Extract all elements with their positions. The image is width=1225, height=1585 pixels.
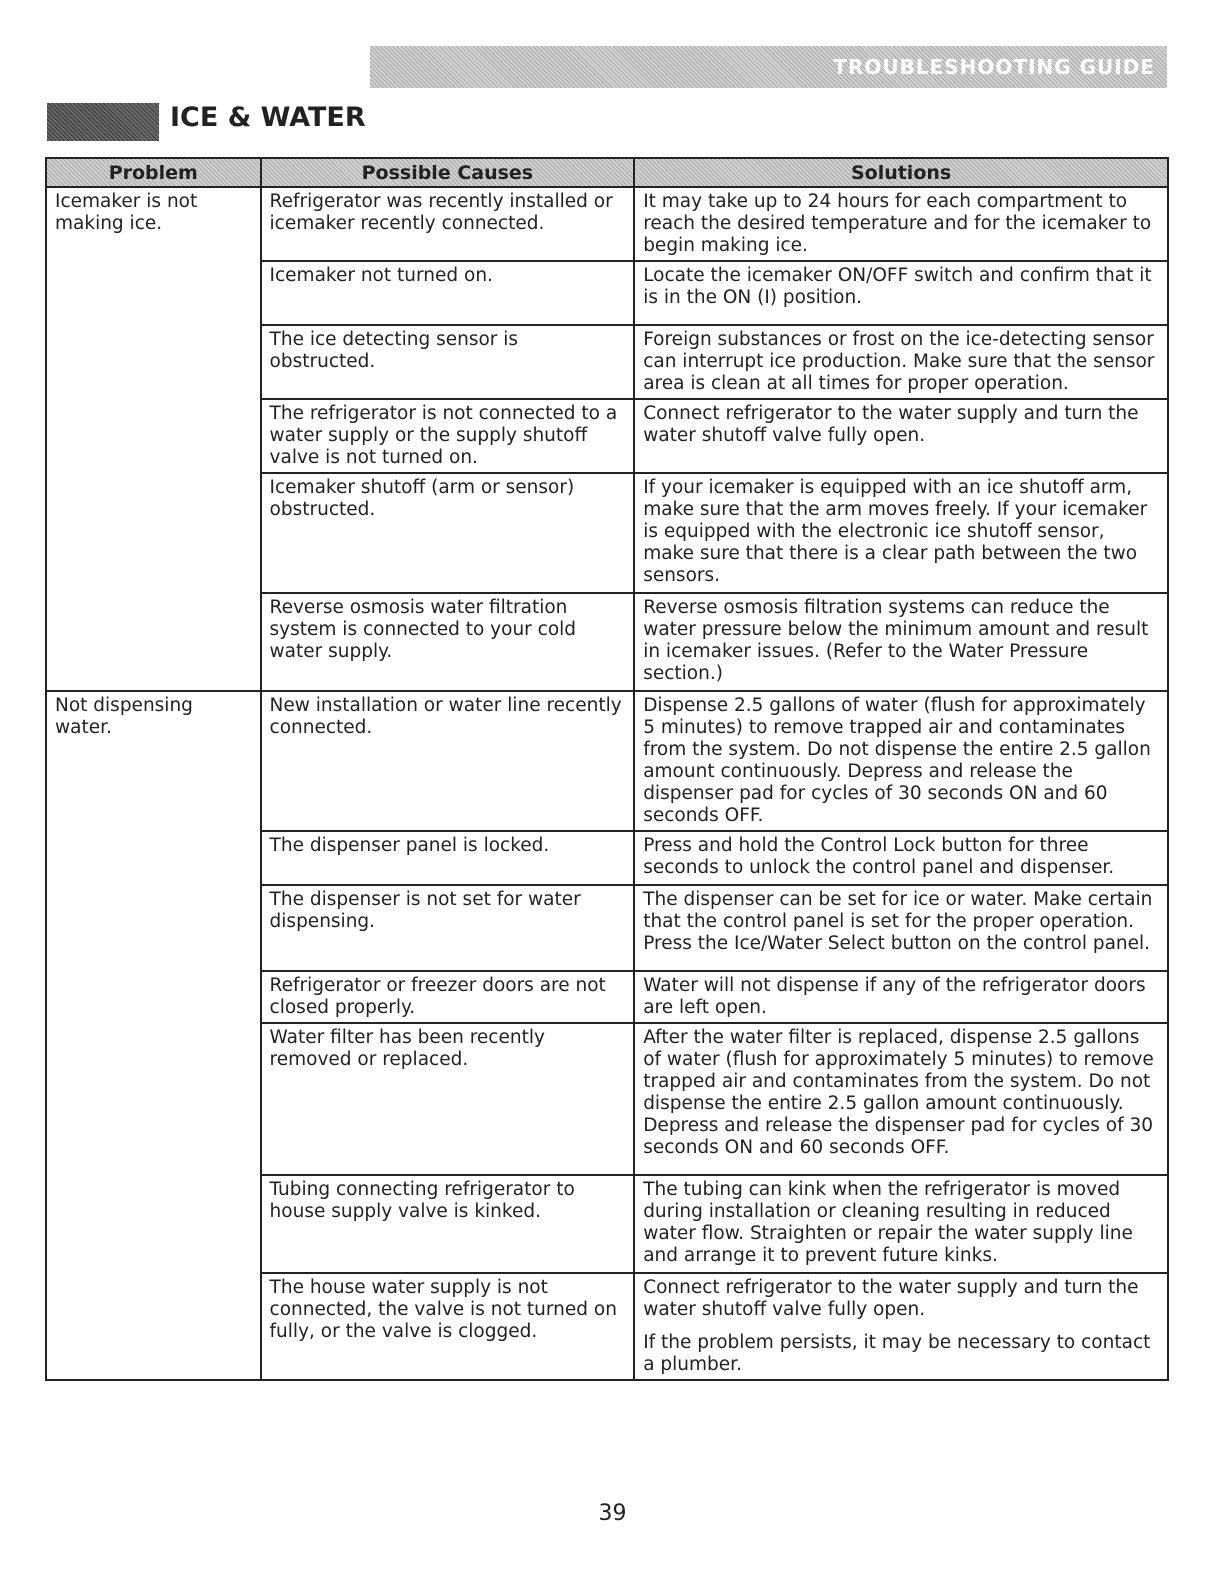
section-title: ICE & WATER: [170, 102, 366, 133]
cause-cell: The ice detecting sensor is obstructed.: [261, 325, 635, 399]
cause-cell: Icemaker shutoff (arm or sensor) obstructed.: [261, 473, 635, 593]
solution-cell: [634, 473, 1168, 593]
table-body: [46, 187, 1168, 1380]
column-header-problem: Problem: [46, 158, 261, 187]
cause-cell: The dispenser is not set for water dispensing.: [261, 885, 635, 971]
solution-text: Reverse osmosis filtration systems can reduce the water pressure below the minimum amount and result in icemaker issues. (Refer to the Water Pressure section.): [643, 597, 1149, 684]
solution-cell: [634, 1023, 1168, 1175]
solution-cell: [634, 593, 1168, 691]
column-header-causes: Possible Causes: [261, 158, 635, 187]
solution-text: The tubing can kink when the refrigerator is moved during installation or cleaning resulting in reduced water flow. Straighten or repair the water supply line and arrange it to prevent future kinks.: [643, 1179, 1133, 1266]
solution-text: Connect refrigerator to the water supply and turn the water shutoff valve fully open.: [643, 403, 1139, 446]
solution-text: Connect refrigerator to the water supply and turn the water shutoff valve fully open.: [643, 1277, 1139, 1320]
solution-cell: [634, 1273, 1168, 1380]
cause-cell: Refrigerator or freezer doors are not closed properly.: [261, 971, 635, 1023]
cause-cell: Tubing connecting refrigerator to house supply valve is kinked.: [261, 1175, 635, 1273]
problem-cell: Icemaker is not making ice.: [46, 187, 261, 691]
solution-text: Locate the icemaker ON/OFF switch and confirm that it is in the ON (I) position.: [643, 265, 1152, 308]
solution-cell: [634, 261, 1168, 325]
solution-cell: [634, 971, 1168, 1023]
solution-text: Foreign substances or frost on the ice-detecting sensor can interrupt ice production. Make sure that the sensor area is clean at all times for proper operation.: [643, 329, 1155, 394]
solution-cell: [634, 691, 1168, 831]
solution-cell: [634, 399, 1168, 473]
problem-cell: Not dispensing water.: [46, 691, 261, 1380]
solution-text: Dispense 2.5 gallons of water (flush for approximately 5 minutes) to remove trapped air and contaminates from the system. Do not dispense the entire 2.5 gallon amount continuously. Depress and release the dispenser pad for cycles of 30 seconds ON and 60 seconds OFF.: [643, 695, 1151, 826]
solution-text: If your icemaker is equipped with an ice shutoff arm, make sure that the arm moves freely. If your icemaker is equipped with the electronic ice shutoff sensor, make sure that there is a clear path between the two sensors.: [643, 477, 1148, 586]
solution-cell: [634, 885, 1168, 971]
column-header-solutions: Solutions: [634, 158, 1168, 187]
cause-cell: The refrigerator is not connected to a water supply or the supply shutoff valve is not turned on.: [261, 399, 635, 473]
cause-cell: The dispenser panel is locked.: [261, 831, 635, 885]
solution-text: Water will not dispense if any of the refrigerator doors are left open.: [643, 975, 1146, 1018]
solution-text: The dispenser can be set for ice or water. Make certain that the control panel is set for the proper operation. Press the Ice/Water Select button on the control panel.: [643, 889, 1153, 954]
cause-cell: Refrigerator was recently installed or icemaker recently connected.: [261, 187, 635, 261]
solution-cell: [634, 1175, 1168, 1273]
cause-cell: New installation or water line recently connected.: [261, 691, 635, 831]
cause-cell: Reverse osmosis water filtration system is connected to your cold water supply.: [261, 593, 635, 691]
cause-cell: Water filter has been recently removed or replaced.: [261, 1023, 635, 1175]
table-row: [46, 187, 1168, 261]
solution-text: Press and hold the Control Lock button for three seconds to unlock the control panel and dispenser.: [643, 835, 1115, 878]
solution-text: If the problem persists, it may be necessary to contact a plumber.: [643, 1332, 1151, 1375]
table-row: [46, 691, 1168, 831]
section-marker-block: [47, 103, 159, 141]
section-banner: [370, 46, 1167, 88]
cause-cell: Icemaker not turned on.: [261, 261, 635, 325]
solution-cell: [634, 187, 1168, 261]
solution-cell: [634, 325, 1168, 399]
banner-title: TROUBLESHOOTING GUIDE: [833, 55, 1155, 79]
solution-cell: [634, 831, 1168, 885]
solution-text: After the water filter is replaced, dispense 2.5 gallons of water (flush for approximately 5 minutes) to remove trapped air and contaminates from the system. Do not dispense the entire 2.5 gallon amount continuously. Depress and release the dispenser pad for cycles of 30 seconds ON and 60 seconds OFF.: [643, 1027, 1154, 1158]
table-header-row: [46, 158, 1168, 187]
solution-text: It may take up to 24 hours for each compartment to reach the desired temperature and for the icemaker to begin making ice.: [643, 191, 1152, 256]
cause-cell: The house water supply is not connected, the valve is not turned on fully, or the valve is clogged.: [261, 1273, 635, 1380]
page-number: 39: [598, 1501, 627, 1526]
troubleshooting-table: [45, 157, 1169, 1381]
